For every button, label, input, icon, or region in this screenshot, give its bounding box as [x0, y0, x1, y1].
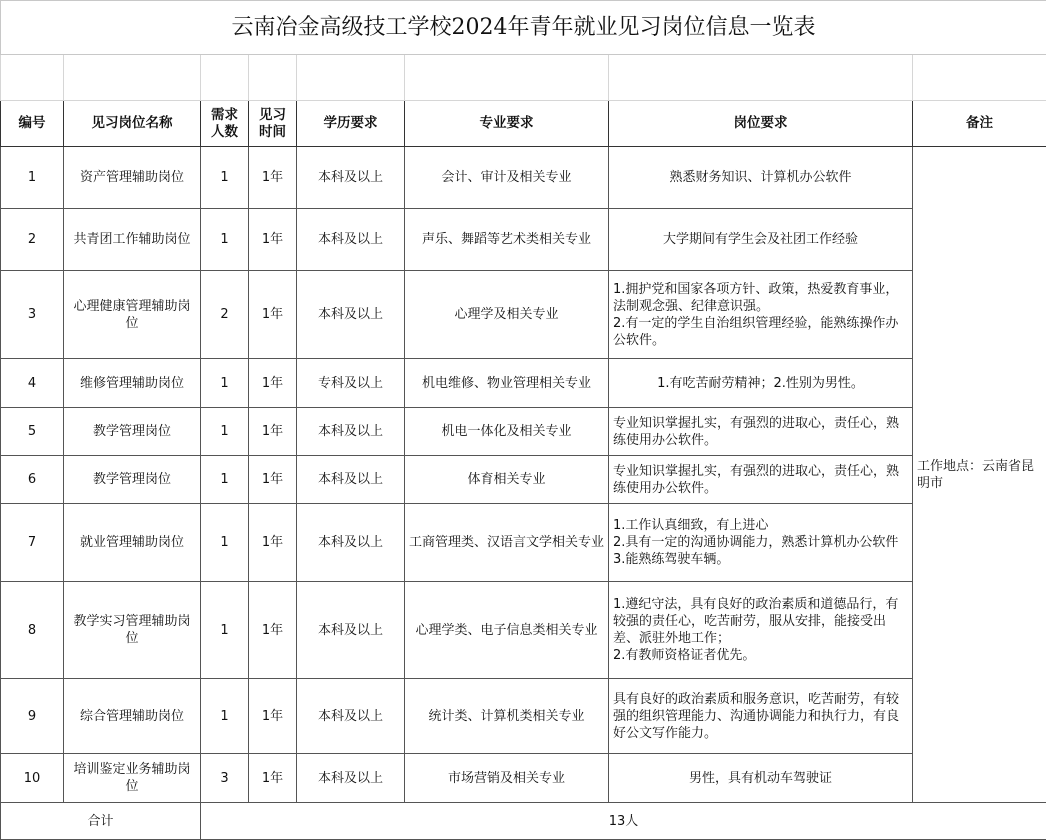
total-row: [1, 803, 1046, 840]
cell-duration[interactable]: 1年: [249, 147, 297, 209]
table-row: [1, 679, 1046, 754]
cell-count[interactable]: 1: [201, 359, 249, 408]
title-row: [1, 1, 1046, 55]
cell-no[interactable]: 6: [1, 456, 64, 504]
cell-no[interactable]: 10: [1, 754, 64, 803]
cell-count[interactable]: 1: [201, 679, 249, 754]
cell-major[interactable]: 工商管理类、汉语言文学相关专业: [405, 504, 609, 582]
header-no[interactable]: 编号: [1, 101, 64, 147]
cell-remark[interactable]: 工作地点：云南省昆明市: [913, 147, 1046, 803]
header-name[interactable]: 见习岗位名称: [64, 101, 201, 147]
blank-cell[interactable]: [609, 55, 913, 101]
cell-education[interactable]: 本科及以上: [297, 147, 405, 209]
blank-row: [1, 55, 1046, 101]
cell-major[interactable]: 机电维修、物业管理相关专业: [405, 359, 609, 408]
cell-name[interactable]: 教学管理岗位: [64, 456, 201, 504]
table-row: [1, 408, 1046, 456]
cell-duration[interactable]: 1年: [249, 408, 297, 456]
cell-count[interactable]: 1: [201, 408, 249, 456]
header-requirement[interactable]: 岗位要求: [609, 101, 913, 147]
header-education[interactable]: 学历要求: [297, 101, 405, 147]
cell-no[interactable]: 5: [1, 408, 64, 456]
cell-no[interactable]: 3: [1, 271, 64, 359]
table-row: [1, 582, 1046, 679]
cell-duration[interactable]: 1年: [249, 271, 297, 359]
cell-requirement[interactable]: 1.工作认真细致，有上进心 2.具有一定的沟通协调能力，熟悉计算机办公软件 3.能熟练驾驶车辆。: [609, 504, 913, 582]
cell-major[interactable]: 心理学类、电子信息类相关专业: [405, 582, 609, 679]
cell-requirement[interactable]: 专业知识掌握扎实，有强烈的进取心，责任心，熟练使用办公软件。: [609, 456, 913, 504]
table-row: [1, 754, 1046, 803]
cell-name[interactable]: 培训鉴定业务辅助岗位: [64, 754, 201, 803]
table-row: [1, 504, 1046, 582]
cell-no[interactable]: 4: [1, 359, 64, 408]
cell-count[interactable]: 1: [201, 582, 249, 679]
cell-duration[interactable]: 1年: [249, 504, 297, 582]
cell-no[interactable]: 8: [1, 582, 64, 679]
table-row: [1, 359, 1046, 408]
header-major[interactable]: 专业要求: [405, 101, 609, 147]
cell-education[interactable]: 本科及以上: [297, 582, 405, 679]
cell-major[interactable]: 会计、审计及相关专业: [405, 147, 609, 209]
blank-cell[interactable]: [913, 55, 1046, 101]
cell-name[interactable]: 综合管理辅助岗位: [64, 679, 201, 754]
cell-count[interactable]: 1: [201, 504, 249, 582]
cell-education[interactable]: 本科及以上: [297, 271, 405, 359]
table-row: [1, 456, 1046, 504]
cell-duration[interactable]: 1年: [249, 359, 297, 408]
cell-major[interactable]: 声乐、舞蹈等艺术类相关专业: [405, 209, 609, 271]
cell-count[interactable]: 1: [201, 147, 249, 209]
cell-duration[interactable]: 1年: [249, 456, 297, 504]
cell-requirement[interactable]: 1.有吃苦耐劳精神；2.性别为男性。: [609, 359, 913, 408]
cell-name[interactable]: 教学管理岗位: [64, 408, 201, 456]
page-title: 云南冶金高级技工学校2024年青年就业见习岗位信息一览表: [1, 1, 1046, 55]
cell-count[interactable]: 1: [201, 209, 249, 271]
header-count[interactable]: 需求人数: [201, 101, 249, 147]
cell-education[interactable]: 专科及以上: [297, 359, 405, 408]
cell-no[interactable]: 1: [1, 147, 64, 209]
cell-requirement[interactable]: 熟悉财务知识、计算机办公软件: [609, 147, 913, 209]
cell-major[interactable]: 市场营销及相关专业: [405, 754, 609, 803]
cell-duration[interactable]: 1年: [249, 582, 297, 679]
cell-name[interactable]: 维修管理辅助岗位: [64, 359, 201, 408]
cell-education[interactable]: 本科及以上: [297, 504, 405, 582]
total-label[interactable]: 合计: [1, 803, 201, 840]
cell-name[interactable]: 就业管理辅助岗位: [64, 504, 201, 582]
cell-education[interactable]: 本科及以上: [297, 456, 405, 504]
cell-duration[interactable]: 1年: [249, 209, 297, 271]
cell-name[interactable]: 教学实习管理辅助岗位: [64, 582, 201, 679]
cell-duration[interactable]: 1年: [249, 754, 297, 803]
cell-education[interactable]: 本科及以上: [297, 209, 405, 271]
cell-no[interactable]: 9: [1, 679, 64, 754]
cell-count[interactable]: 2: [201, 271, 249, 359]
header-row: [1, 101, 1046, 147]
cell-count[interactable]: 3: [201, 754, 249, 803]
cell-education[interactable]: 本科及以上: [297, 754, 405, 803]
cell-name[interactable]: 心理健康管理辅助岗位: [64, 271, 201, 359]
table-row: [1, 147, 1046, 209]
blank-cell[interactable]: [64, 55, 201, 101]
blank-cell[interactable]: [405, 55, 609, 101]
cell-major[interactable]: 心理学及相关专业: [405, 271, 609, 359]
total-value[interactable]: 13人: [201, 803, 1046, 840]
table-row: [1, 209, 1046, 271]
cell-no[interactable]: 2: [1, 209, 64, 271]
blank-cell[interactable]: [249, 55, 297, 101]
header-duration[interactable]: 见习时间: [249, 101, 297, 147]
cell-major[interactable]: 统计类、计算机类相关专业: [405, 679, 609, 754]
cell-duration[interactable]: 1年: [249, 679, 297, 754]
cell-name[interactable]: 资产管理辅助岗位: [64, 147, 201, 209]
cell-requirement[interactable]: 男性，具有机动车驾驶证: [609, 754, 913, 803]
cell-requirement[interactable]: 1.遵纪守法，具有良好的政治素质和道德品行，有较强的责任心，吃苦耐劳，服从安排，能接受出差、派驻外地工作； 2.有教师资格证者优先。: [609, 582, 913, 679]
cell-requirement[interactable]: 专业知识掌握扎实，有强烈的进取心，责任心，熟练使用办公软件。: [609, 408, 913, 456]
cell-major[interactable]: 体育相关专业: [405, 456, 609, 504]
table-row: [1, 271, 1046, 359]
cell-count[interactable]: 1: [201, 456, 249, 504]
cell-education[interactable]: 本科及以上: [297, 408, 405, 456]
cell-requirement[interactable]: 大学期间有学生会及社团工作经验: [609, 209, 913, 271]
header-remark[interactable]: 备注: [913, 101, 1046, 147]
blank-cell[interactable]: [1, 55, 64, 101]
blank-cell[interactable]: [201, 55, 249, 101]
cell-no[interactable]: 7: [1, 504, 64, 582]
cell-requirement[interactable]: 1.拥护党和国家各项方针、政策，热爱教育事业，法制观念强、纪律意识强。 2.有一定的学生自治组织管理经验，能熟练操作办公软件。: [609, 271, 913, 359]
blank-cell[interactable]: [297, 55, 405, 101]
cell-major[interactable]: 机电一体化及相关专业: [405, 408, 609, 456]
cell-requirement[interactable]: 具有良好的政治素质和服务意识，吃苦耐劳，有较强的组织管理能力、沟通协调能力和执行力，有良好公文写作能力。: [609, 679, 913, 754]
cell-name[interactable]: 共青团工作辅助岗位: [64, 209, 201, 271]
cell-education[interactable]: 本科及以上: [297, 679, 405, 754]
